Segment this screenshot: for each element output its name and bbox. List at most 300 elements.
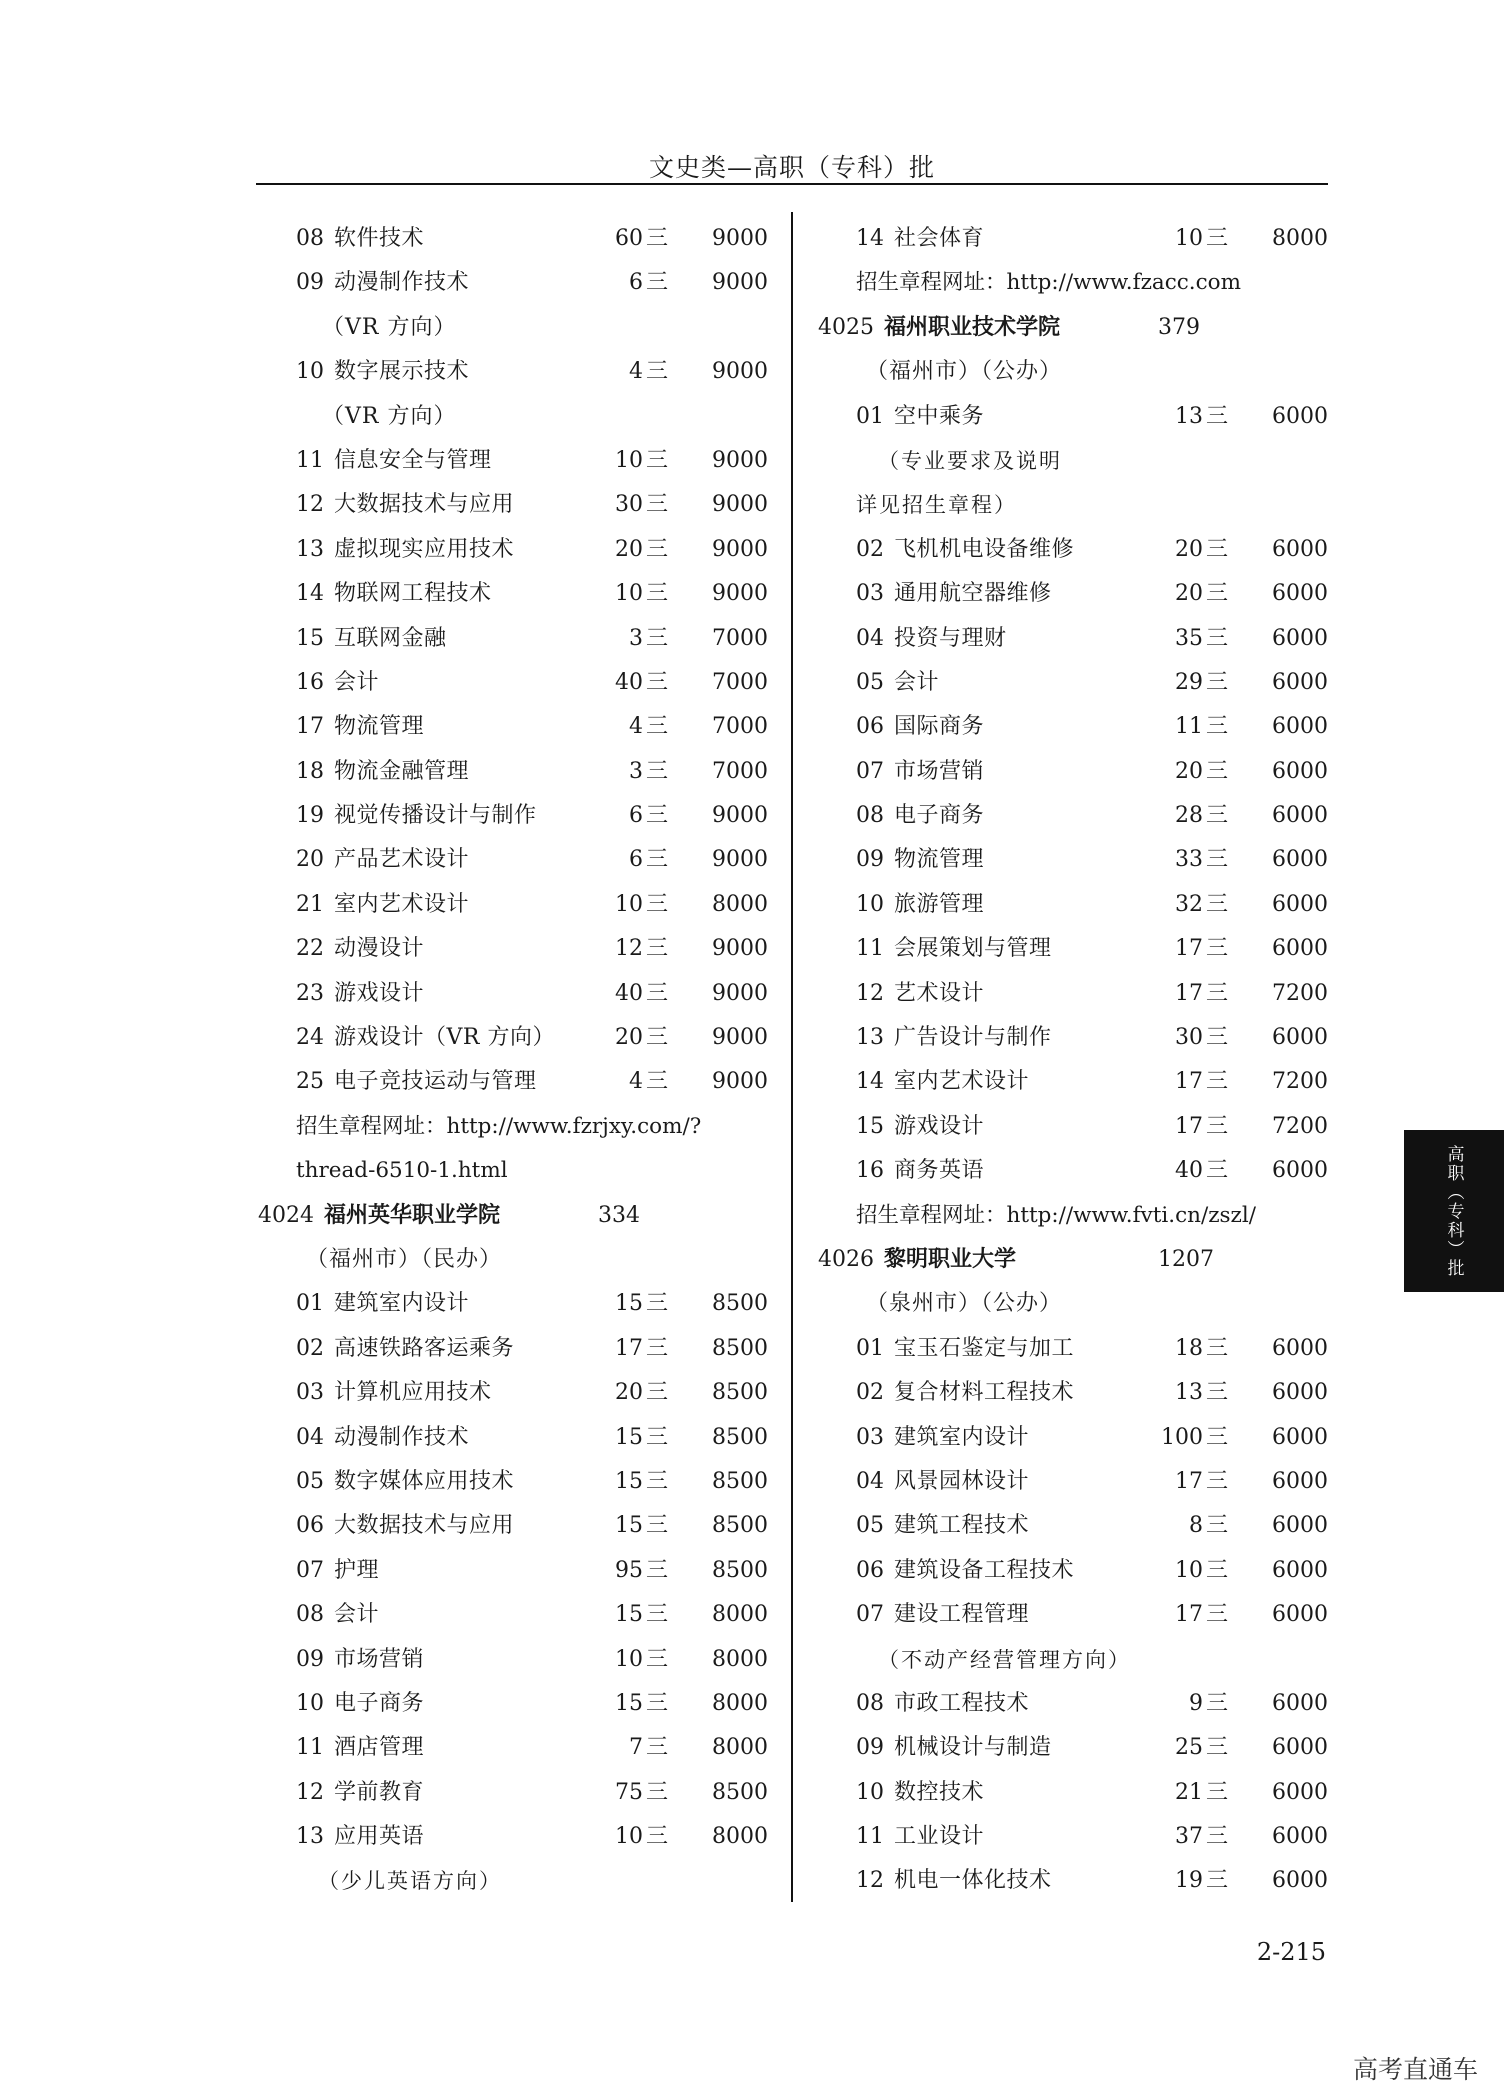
major-fee: 9000: [712, 980, 768, 1006]
major-row: [258, 1771, 768, 1815]
major-quota: 17: [1175, 1113, 1203, 1139]
major-quota: 40: [615, 980, 643, 1006]
major-fee: 6000: [1272, 936, 1328, 962]
major-years: 三: [1206, 226, 1229, 251]
major-code: 10: [856, 891, 884, 917]
major-code: 24: [296, 1025, 324, 1051]
major-years: 三: [646, 625, 669, 651]
major-row: [258, 217, 768, 261]
major-quota: 6: [629, 803, 643, 829]
school-code: 4024: [258, 1202, 314, 1228]
major-quota: 30: [615, 492, 643, 518]
major-code: 03: [296, 1380, 324, 1406]
major-row: [818, 1771, 1328, 1815]
major-fee: 8500: [712, 1291, 768, 1317]
major-code: 05: [296, 1468, 324, 1494]
major-row: [818, 1416, 1328, 1460]
major-row: [818, 750, 1328, 794]
major-row: [258, 350, 768, 394]
major-code: 07: [856, 758, 884, 784]
major-name: 数控技术: [894, 1779, 985, 1805]
school-total: 379: [1158, 314, 1200, 340]
major-row: [818, 1149, 1328, 1193]
major-code: 09: [296, 270, 324, 296]
major-code: 17: [296, 714, 324, 740]
major-name: 机械设计与制造: [894, 1735, 1052, 1761]
major-code: 12: [856, 1868, 884, 1894]
major-quota: 20: [1175, 536, 1203, 562]
major-note-row: [818, 1638, 1328, 1682]
major-row: [258, 483, 768, 527]
major-code: 04: [296, 1424, 324, 1450]
major-quota: 40: [1175, 1158, 1203, 1184]
major-name: 市政工程技术: [894, 1690, 1030, 1716]
major-years: 三: [646, 758, 669, 784]
school-location: （泉州市）（公办）: [866, 1291, 1063, 1317]
major-years: 三: [1206, 1779, 1229, 1805]
major-code: 08: [856, 803, 884, 829]
major-quota: 60: [615, 226, 643, 251]
major-note-row: [258, 395, 768, 439]
major-years: 三: [1206, 625, 1229, 651]
major-quota: 10: [615, 1646, 643, 1672]
major-name: 电子竞技运动与管理: [334, 1069, 537, 1095]
major-fee: 8000: [712, 1602, 768, 1628]
major-row: [258, 927, 768, 971]
major-fee: 6000: [1272, 581, 1328, 607]
major-row: [818, 1504, 1328, 1548]
major-quota: 19: [1175, 1868, 1203, 1894]
major-fee: 8000: [712, 1824, 768, 1850]
column-divider: [791, 212, 793, 1902]
major-code: 14: [856, 1069, 884, 1095]
major-years: 三: [1206, 1690, 1229, 1716]
major-code: 07: [296, 1557, 324, 1583]
major-name: 大数据技术与应用: [334, 1513, 515, 1539]
major-quota: 13: [1175, 1380, 1203, 1406]
major-quota: 17: [1175, 980, 1203, 1006]
major-name: 高速铁路客运乘务: [334, 1335, 515, 1361]
major-fee: 7200: [1272, 980, 1328, 1006]
major-name: 建筑工程技术: [894, 1513, 1030, 1539]
major-note-row: [818, 439, 1328, 483]
major-row: [258, 1593, 768, 1637]
major-quota: 12: [615, 936, 643, 962]
school-code: 4025: [818, 314, 874, 340]
major-code: 02: [856, 1380, 884, 1406]
major-years: 三: [1206, 1113, 1229, 1139]
major-name: 计算机应用技术: [334, 1380, 492, 1406]
side-tab-label: 高职（专科）批: [1443, 1144, 1464, 1278]
major-name: 广告设计与制作: [894, 1025, 1052, 1051]
major-years: 三: [646, 891, 669, 917]
school-location-row: [818, 1282, 1328, 1326]
major-fee: 8000: [712, 891, 768, 917]
major-code: 01: [856, 403, 884, 429]
major-years: 三: [646, 1335, 669, 1361]
school-location: （福州市）（民办）: [306, 1246, 503, 1272]
major-name: 空中乘务: [894, 403, 985, 429]
major-name: 护理: [334, 1557, 380, 1583]
major-years: 三: [1206, 714, 1229, 740]
major-fee: 6000: [1272, 1557, 1328, 1583]
major-note-row: [258, 306, 768, 350]
major-row: [818, 705, 1328, 749]
major-quota: 15: [615, 1602, 643, 1628]
major-years: 三: [1206, 1025, 1229, 1051]
major-quota: 9: [1189, 1690, 1203, 1716]
major-row: [258, 1460, 768, 1504]
major-row: [258, 883, 768, 927]
school-location-row: [818, 350, 1328, 394]
major-name: 建筑室内设计: [894, 1424, 1030, 1450]
major-code: 02: [296, 1335, 324, 1361]
major-quota: 95: [615, 1557, 643, 1583]
major-code: 16: [296, 669, 324, 695]
major-years: 三: [1206, 980, 1229, 1006]
major-fee: 8500: [712, 1468, 768, 1494]
major-years: 三: [1206, 758, 1229, 784]
major-name: 建筑设备工程技术: [894, 1557, 1075, 1583]
major-row: [818, 395, 1328, 439]
major-years: 三: [1206, 1468, 1229, 1494]
major-years: 三: [646, 1025, 669, 1051]
major-row: [258, 1504, 768, 1548]
major-row: [258, 1282, 768, 1326]
major-fee: 8500: [712, 1335, 768, 1361]
major-row: [258, 838, 768, 882]
major-years: 三: [1206, 847, 1229, 873]
major-row: [818, 1549, 1328, 1593]
major-quota: 17: [1175, 1468, 1203, 1494]
major-quota: 4: [629, 1069, 643, 1095]
major-quota: 21: [1175, 1779, 1203, 1805]
admission-url-row: [818, 261, 1328, 305]
major-years: 三: [646, 980, 669, 1006]
major-code: 08: [856, 1690, 884, 1716]
major-name: 物联网工程技术: [334, 581, 492, 607]
major-name: 学前教育: [334, 1779, 425, 1805]
major-name: 市场营销: [894, 758, 985, 784]
major-name: 物流金融管理: [334, 758, 470, 784]
major-row: [258, 572, 768, 616]
major-fee: 6000: [1272, 403, 1328, 429]
major-quota: 10: [1175, 1557, 1203, 1583]
major-note: （不动产经营管理方向）: [878, 1647, 1131, 1672]
major-name: 飞机机电设备维修: [894, 536, 1075, 562]
major-fee: 8500: [712, 1513, 768, 1539]
major-years: 三: [1206, 1158, 1229, 1184]
page-header-title: 文史类—高职（专科）批: [648, 153, 935, 182]
major-quota: 17: [1175, 936, 1203, 962]
major-row: [818, 1371, 1328, 1415]
school-row: [818, 306, 1328, 350]
major-note: （VR 方向）: [322, 403, 457, 429]
major-fee: 9000: [712, 492, 768, 518]
major-code: 07: [856, 1602, 884, 1628]
major-name: 电子商务: [334, 1690, 425, 1716]
major-row: [818, 927, 1328, 971]
major-years: 三: [646, 226, 669, 251]
major-fee: 6000: [1272, 1602, 1328, 1628]
major-fee: 7000: [712, 669, 768, 695]
major-quota: 28: [1175, 803, 1203, 829]
major-code: 25: [296, 1069, 324, 1095]
major-fee: 7200: [1272, 1113, 1328, 1139]
admission-url-row: [818, 1194, 1328, 1238]
major-code: 06: [296, 1513, 324, 1539]
major-name: 室内艺术设计: [894, 1069, 1030, 1095]
major-code: 08: [296, 1602, 324, 1628]
major-name: 信息安全与管理: [334, 447, 492, 473]
major-fee: 9000: [712, 803, 768, 829]
major-name: 游戏设计: [334, 980, 425, 1006]
major-fee: 6000: [1272, 1735, 1328, 1761]
major-row: [818, 1460, 1328, 1504]
major-years: 三: [646, 936, 669, 962]
major-fee: 7000: [712, 625, 768, 651]
major-name: 游戏设计: [894, 1113, 985, 1139]
major-name: 会计: [894, 669, 940, 695]
school-code: 4026: [818, 1246, 874, 1272]
major-quota: 15: [615, 1513, 643, 1539]
major-name: 产品艺术设计: [334, 847, 470, 873]
major-fee: 6000: [1272, 1690, 1328, 1716]
major-name: 商务英语: [894, 1158, 985, 1184]
major-code: 14: [296, 581, 324, 607]
major-fee: 6000: [1272, 891, 1328, 917]
major-name: 市场营销: [334, 1646, 425, 1672]
major-years: 三: [646, 1602, 669, 1628]
major-row: [258, 1638, 768, 1682]
major-name: 数字媒体应用技术: [334, 1468, 515, 1494]
major-years: 三: [646, 536, 669, 562]
major-code: 23: [296, 980, 324, 1006]
major-quota: 33: [1175, 847, 1203, 873]
school-name: 福州英华职业学院: [324, 1202, 501, 1228]
major-quota: 8: [1189, 1513, 1203, 1539]
major-name: 动漫制作技术: [334, 270, 470, 296]
major-fee: 9000: [712, 581, 768, 607]
major-row: [818, 972, 1328, 1016]
major-years: 三: [1206, 1380, 1229, 1406]
major-name: 动漫制作技术: [334, 1424, 470, 1450]
major-years: 三: [1206, 1868, 1229, 1894]
major-years: 三: [1206, 1602, 1229, 1628]
major-code: 18: [296, 758, 324, 784]
major-note-row: [818, 483, 1328, 527]
major-name: 会展策划与管理: [894, 936, 1052, 962]
major-fee: 8000: [712, 1735, 768, 1761]
major-years: 三: [1206, 1069, 1229, 1095]
major-quota: 10: [615, 1824, 643, 1850]
major-name: 虚拟现实应用技术: [334, 536, 515, 562]
major-row: [258, 1726, 768, 1770]
major-row: [258, 750, 768, 794]
major-years: 三: [646, 1380, 669, 1406]
major-quota: 7: [629, 1735, 643, 1761]
admission-url: 招生章程网址：http://www.fzrjxy.com/?: [296, 1113, 702, 1139]
major-years: 三: [1206, 1335, 1229, 1361]
major-quota: 29: [1175, 669, 1203, 695]
major-note: （专业要求及说明: [878, 448, 1062, 473]
major-quota: 4: [629, 714, 643, 740]
major-code: 04: [856, 625, 884, 651]
major-row: [818, 1327, 1328, 1371]
major-name: 视觉传播设计与制作: [334, 803, 537, 829]
major-fee: 9000: [712, 270, 768, 296]
major-quota: 18: [1175, 1335, 1203, 1361]
major-code: 09: [296, 1646, 324, 1672]
major-row: [258, 1682, 768, 1726]
major-quota: 20: [615, 1380, 643, 1406]
admission-url-continued: thread-6510-1.html: [296, 1158, 508, 1184]
major-name: 社会体育: [894, 226, 985, 251]
major-row: [258, 1815, 768, 1859]
major-fee: 6000: [1272, 1779, 1328, 1805]
major-code: 10: [856, 1779, 884, 1805]
major-years: 三: [646, 1468, 669, 1494]
major-fee: 8000: [1272, 226, 1328, 251]
major-note: （VR 方向）: [322, 314, 457, 340]
major-name: 投资与理财: [894, 625, 1007, 651]
major-code: 21: [296, 891, 324, 917]
major-years: 三: [646, 492, 669, 518]
major-code: 11: [856, 936, 884, 962]
major-years: 三: [646, 1646, 669, 1672]
major-quota: 20: [1175, 758, 1203, 784]
major-fee: 6000: [1272, 1025, 1328, 1051]
major-row: [818, 1815, 1328, 1859]
major-row: [258, 1416, 768, 1460]
major-name: 复合材料工程技术: [894, 1380, 1075, 1406]
major-quota: 15: [615, 1424, 643, 1450]
major-code: 03: [856, 1424, 884, 1450]
major-name: 物流管理: [894, 847, 985, 873]
major-fee: 6000: [1272, 1335, 1328, 1361]
major-code: 12: [296, 1779, 324, 1805]
major-fee: 6000: [1272, 1868, 1328, 1894]
major-years: 三: [1206, 581, 1229, 607]
major-quota: 3: [629, 625, 643, 651]
major-fee: 6000: [1272, 1158, 1328, 1184]
major-code: 13: [296, 1824, 324, 1850]
major-name: 机电一体化技术: [894, 1868, 1052, 1894]
major-years: 三: [1206, 403, 1229, 429]
major-name: 应用英语: [334, 1824, 425, 1850]
major-quota: 4: [629, 359, 643, 385]
major-fee: 6000: [1272, 669, 1328, 695]
major-row: [818, 794, 1328, 838]
major-code: 06: [856, 1557, 884, 1583]
major-code: 20: [296, 847, 324, 873]
major-fee: 6000: [1272, 1513, 1328, 1539]
major-row: [818, 1060, 1328, 1104]
major-row: [258, 617, 768, 661]
major-name: 物流管理: [334, 714, 425, 740]
major-fee: 6000: [1272, 1824, 1328, 1850]
school-row: [258, 1194, 768, 1238]
major-years: 三: [1206, 936, 1229, 962]
major-row: [258, 1327, 768, 1371]
school-location-row: [258, 1238, 768, 1282]
right-column: [818, 217, 1328, 1904]
major-row: [258, 661, 768, 705]
major-years: 三: [646, 1690, 669, 1716]
major-fee: 8000: [712, 1646, 768, 1672]
major-code: 14: [856, 226, 884, 251]
major-years: 三: [1206, 891, 1229, 917]
major-quota: 3: [629, 758, 643, 784]
major-years: 三: [646, 1557, 669, 1583]
major-years: 三: [646, 1735, 669, 1761]
major-years: 三: [646, 359, 669, 385]
major-code: 04: [856, 1468, 884, 1494]
major-fee: 8500: [712, 1779, 768, 1805]
major-years: 三: [1206, 536, 1229, 562]
major-years: 三: [646, 1513, 669, 1539]
major-row: [818, 1593, 1328, 1637]
school-location: （福州市）（公办）: [866, 359, 1063, 385]
major-years: 三: [646, 270, 669, 296]
major-code: 01: [856, 1335, 884, 1361]
school-name: 福州职业技术学院: [884, 314, 1061, 340]
school-total: 334: [598, 1202, 640, 1228]
major-code: 08: [296, 226, 324, 251]
major-code: 09: [856, 1735, 884, 1761]
major-code: 11: [856, 1824, 884, 1850]
major-name: 建设工程管理: [894, 1602, 1030, 1628]
major-name: 软件技术: [334, 226, 425, 251]
major-row: [258, 705, 768, 749]
major-name: 艺术设计: [894, 980, 985, 1006]
major-row: [258, 528, 768, 572]
major-quota: 17: [1175, 1602, 1203, 1628]
major-quota: 32: [1175, 891, 1203, 917]
major-code: 15: [856, 1113, 884, 1139]
major-years: 三: [646, 847, 669, 873]
major-years: 三: [646, 1069, 669, 1095]
major-fee: 6000: [1272, 758, 1328, 784]
major-fee: 9000: [712, 359, 768, 385]
major-fee: 7200: [1272, 1069, 1328, 1095]
major-row: [818, 1016, 1328, 1060]
major-name: 酒店管理: [334, 1735, 425, 1761]
major-row: [258, 1371, 768, 1415]
school-row: [818, 1238, 1328, 1282]
major-name: 会计: [334, 1602, 380, 1628]
major-row: [258, 1549, 768, 1593]
major-fee: 7000: [712, 758, 768, 784]
major-row: [818, 217, 1328, 261]
school-total: 1207: [1158, 1246, 1214, 1272]
major-row: [258, 1060, 768, 1104]
major-name: 电子商务: [894, 803, 985, 829]
major-row: [818, 1682, 1328, 1726]
major-code: 13: [296, 536, 324, 562]
major-code: 09: [856, 847, 884, 873]
major-fee: 6000: [1272, 1468, 1328, 1494]
major-quota: 20: [1175, 581, 1203, 607]
side-tab: [1404, 1130, 1504, 1292]
major-fee: 6000: [1272, 714, 1328, 740]
major-code: 12: [856, 980, 884, 1006]
major-years: 三: [646, 803, 669, 829]
major-code: 10: [296, 359, 324, 385]
major-name: 通用航空器维修: [894, 581, 1052, 607]
major-fee: 9000: [712, 847, 768, 873]
major-quota: 20: [615, 1025, 643, 1051]
